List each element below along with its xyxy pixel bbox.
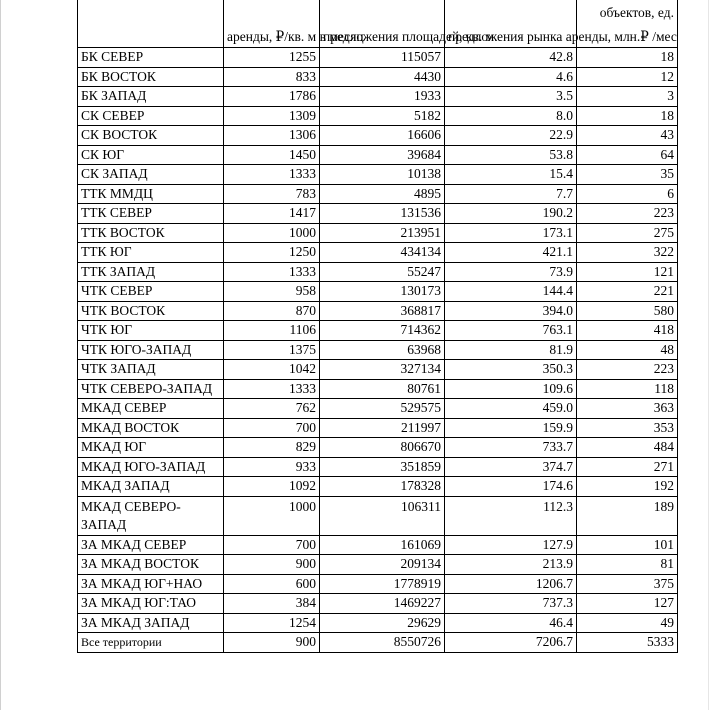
rent-rate-cell: 1042 xyxy=(224,360,320,380)
table-row xyxy=(78,340,678,360)
object-count-cell: 223 xyxy=(577,204,678,224)
territory-cell: ТТК ВОСТОК xyxy=(78,223,224,243)
territory-cell: ТТК ММДЦ xyxy=(78,184,224,204)
offered-area-cell: 529575 xyxy=(320,399,445,419)
object-count-cell: 121 xyxy=(577,262,678,282)
table-row xyxy=(78,418,678,438)
territory-cell: ЧТК СЕВЕРО-ЗАПАД xyxy=(78,379,224,399)
object-count-cell: 101 xyxy=(577,535,678,555)
market-volume-cell: 763.1 xyxy=(445,321,577,341)
market-volume-cell: 173.1 xyxy=(445,223,577,243)
territory-cell: ЧТК ЗАПАД xyxy=(78,360,224,380)
market-volume-cell: 15.4 xyxy=(445,165,577,185)
object-count-cell: 35 xyxy=(577,165,678,185)
object-count-cell: 12 xyxy=(577,67,678,87)
territory-cell: МКАД СЕВЕР xyxy=(78,399,224,419)
rental-market-table xyxy=(77,0,678,653)
offered-area-cell: 368817 xyxy=(320,301,445,321)
table-row xyxy=(78,243,678,263)
table-row xyxy=(78,438,678,458)
market-volume-cell: 46.4 xyxy=(445,613,577,633)
table-row xyxy=(78,399,678,419)
object-count-cell: 192 xyxy=(577,477,678,497)
offered-area-cell: 209134 xyxy=(320,555,445,575)
rent-rate-cell: 1333 xyxy=(224,262,320,282)
rent-rate-cell: 1309 xyxy=(224,106,320,126)
market-volume-cell: 421.1 xyxy=(445,243,577,263)
market-volume-cell: 459.0 xyxy=(445,399,577,419)
market-volume-cell: 53.8 xyxy=(445,145,577,165)
rent-rate-cell: 1092 xyxy=(224,477,320,497)
offered-area-cell: 434134 xyxy=(320,243,445,263)
object-count-cell: 43 xyxy=(577,126,678,146)
rent-rate-cell: 900 xyxy=(224,633,320,653)
offered-area-cell: 63968 xyxy=(320,340,445,360)
offered-area-cell: 327134 xyxy=(320,360,445,380)
territory-cell: ЧТК ЮГО-ЗАПАД xyxy=(78,340,224,360)
market-volume-cell: 144.4 xyxy=(445,282,577,302)
object-count-cell: 484 xyxy=(577,438,678,458)
object-count-cell: 127 xyxy=(577,594,678,614)
rent-rate-cell: 762 xyxy=(224,399,320,419)
object-count-cell: 363 xyxy=(577,399,678,419)
object-count-cell: 322 xyxy=(577,243,678,263)
rent-rate-cell: 600 xyxy=(224,574,320,594)
object-count-cell: 189 xyxy=(577,496,678,535)
market-volume-cell: 394.0 xyxy=(445,301,577,321)
market-volume-cell: 81.9 xyxy=(445,340,577,360)
territory-cell: Все территории xyxy=(78,633,224,653)
territory-cell: БК ВОСТОК xyxy=(78,67,224,87)
table-row xyxy=(78,613,678,633)
territory-cell: ЗА МКАД ЗАПАД xyxy=(78,613,224,633)
offered-area-cell: 213951 xyxy=(320,223,445,243)
object-count-cell: 275 xyxy=(577,223,678,243)
header-territory xyxy=(78,0,224,48)
header-object-count: объектов, ед. xyxy=(577,0,678,48)
offered-area-cell: 16606 xyxy=(320,126,445,146)
market-volume-cell: 1206.7 xyxy=(445,574,577,594)
offered-area-cell: 29629 xyxy=(320,613,445,633)
market-volume-cell: 112.3 xyxy=(445,496,577,535)
rent-rate-cell: 1417 xyxy=(224,204,320,224)
market-volume-cell: 4.6 xyxy=(445,67,577,87)
header-market-volume: предложения рынка аренды, млн.₽ /мес xyxy=(445,0,577,48)
market-volume-cell: 733.7 xyxy=(445,438,577,458)
rent-rate-cell: 833 xyxy=(224,67,320,87)
territory-cell: ЧТК ВОСТОК xyxy=(78,301,224,321)
object-count-cell: 5333 xyxy=(577,633,678,653)
object-count-cell: 49 xyxy=(577,613,678,633)
rent-rate-cell: 1375 xyxy=(224,340,320,360)
object-count-cell: 81 xyxy=(577,555,678,575)
object-count-cell: 118 xyxy=(577,379,678,399)
market-volume-cell: 127.9 xyxy=(445,535,577,555)
rent-rate-cell: 384 xyxy=(224,594,320,614)
territory-cell: ЧТК СЕВЕР xyxy=(78,282,224,302)
offered-area-cell: 211997 xyxy=(320,418,445,438)
rent-rate-cell: 1786 xyxy=(224,87,320,107)
territory-cell: БК СЕВЕР xyxy=(78,48,224,68)
territory-cell: ТТК СЕВЕР xyxy=(78,204,224,224)
object-count-cell: 18 xyxy=(577,48,678,68)
offered-area-cell: 714362 xyxy=(320,321,445,341)
offered-area-cell: 5182 xyxy=(320,106,445,126)
table-row xyxy=(78,282,678,302)
table-row xyxy=(78,496,678,535)
market-volume-cell: 3.5 xyxy=(445,87,577,107)
object-count-cell: 375 xyxy=(577,574,678,594)
rent-rate-cell: 1333 xyxy=(224,165,320,185)
territory-cell: ЗА МКАД ЮГ+НАО xyxy=(78,574,224,594)
rent-rate-cell: 1333 xyxy=(224,379,320,399)
table-row xyxy=(78,321,678,341)
table-row xyxy=(78,360,678,380)
object-count-cell: 48 xyxy=(577,340,678,360)
table-total-row xyxy=(78,633,678,653)
market-volume-cell: 8.0 xyxy=(445,106,577,126)
territory-cell: СК СЕВЕР xyxy=(78,106,224,126)
territory-cell: МКАД ЮГ xyxy=(78,438,224,458)
territory-cell: СК ЮГ xyxy=(78,145,224,165)
page-left-edge xyxy=(0,0,1,710)
market-volume-cell: 7.7 xyxy=(445,184,577,204)
table-row xyxy=(78,126,678,146)
market-volume-cell: 174.6 xyxy=(445,477,577,497)
rent-rate-cell: 870 xyxy=(224,301,320,321)
offered-area-cell: 4895 xyxy=(320,184,445,204)
rent-rate-cell: 958 xyxy=(224,282,320,302)
offered-area-cell: 806670 xyxy=(320,438,445,458)
rent-rate-cell: 700 xyxy=(224,535,320,555)
offered-area-cell: 115057 xyxy=(320,48,445,68)
market-volume-cell: 737.3 xyxy=(445,594,577,614)
table-row xyxy=(78,48,678,68)
table-body xyxy=(78,48,678,653)
table-row xyxy=(78,379,678,399)
rent-rate-cell: 1250 xyxy=(224,243,320,263)
object-count-cell: 418 xyxy=(577,321,678,341)
offered-area-cell: 351859 xyxy=(320,457,445,477)
market-volume-cell: 190.2 xyxy=(445,204,577,224)
table-row xyxy=(78,555,678,575)
territory-cell: ТТК ЗАПАД xyxy=(78,262,224,282)
object-count-cell: 3 xyxy=(577,87,678,107)
offered-area-cell: 1778919 xyxy=(320,574,445,594)
market-volume-cell: 350.3 xyxy=(445,360,577,380)
table-row xyxy=(78,145,678,165)
rent-rate-cell: 700 xyxy=(224,418,320,438)
territory-cell: МКАД ВОСТОК xyxy=(78,418,224,438)
offered-area-cell: 131536 xyxy=(320,204,445,224)
rent-rate-cell: 1254 xyxy=(224,613,320,633)
object-count-cell: 580 xyxy=(577,301,678,321)
object-count-cell: 271 xyxy=(577,457,678,477)
rent-rate-cell: 829 xyxy=(224,438,320,458)
rent-rate-cell: 783 xyxy=(224,184,320,204)
table-row xyxy=(78,67,678,87)
market-volume-cell: 42.8 xyxy=(445,48,577,68)
table-row xyxy=(78,457,678,477)
territory-cell: ЗА МКАД СЕВЕР xyxy=(78,535,224,555)
territory-cell: МКАД ЮГО-ЗАПАД xyxy=(78,457,224,477)
offered-area-cell: 1933 xyxy=(320,87,445,107)
rent-rate-cell: 1255 xyxy=(224,48,320,68)
offered-area-cell: 161069 xyxy=(320,535,445,555)
rent-rate-cell: 1000 xyxy=(224,223,320,243)
market-volume-cell: 109.6 xyxy=(445,379,577,399)
table-row xyxy=(78,165,678,185)
offered-area-cell: 106311 xyxy=(320,496,445,535)
table-row xyxy=(78,477,678,497)
table-row xyxy=(78,184,678,204)
territory-cell: МКАД ЗАПАД xyxy=(78,477,224,497)
rent-rate-cell: 1000 xyxy=(224,496,320,535)
rent-rate-cell: 933 xyxy=(224,457,320,477)
territory-cell: ТТК ЮГ xyxy=(78,243,224,263)
rent-rate-cell: 1450 xyxy=(224,145,320,165)
market-volume-cell: 159.9 xyxy=(445,418,577,438)
object-count-cell: 64 xyxy=(577,145,678,165)
object-count-cell: 223 xyxy=(577,360,678,380)
rent-rate-cell: 900 xyxy=(224,555,320,575)
object-count-cell: 6 xyxy=(577,184,678,204)
offered-area-cell: 4430 xyxy=(320,67,445,87)
market-volume-cell: 7206.7 xyxy=(445,633,577,653)
territory-cell: БК ЗАПАД xyxy=(78,87,224,107)
market-volume-cell: 22.9 xyxy=(445,126,577,146)
offered-area-cell: 8550726 xyxy=(320,633,445,653)
offered-area-cell: 1469227 xyxy=(320,594,445,614)
market-volume-cell: 374.7 xyxy=(445,457,577,477)
rent-rate-cell: 1106 xyxy=(224,321,320,341)
table-row xyxy=(78,262,678,282)
table-row xyxy=(78,574,678,594)
object-count-cell: 353 xyxy=(577,418,678,438)
offered-area-cell: 178328 xyxy=(320,477,445,497)
header-rent-rate: аренды, ₽/кв. м в месяц xyxy=(224,0,320,48)
territory-cell: ЗА МКАД ВОСТОК xyxy=(78,555,224,575)
table-row xyxy=(78,204,678,224)
market-volume-cell: 73.9 xyxy=(445,262,577,282)
header-offered-area: предложения площадей, кв. м. xyxy=(320,0,445,48)
object-count-cell: 18 xyxy=(577,106,678,126)
table-row xyxy=(78,87,678,107)
table-row xyxy=(78,223,678,243)
offered-area-cell: 39684 xyxy=(320,145,445,165)
offered-area-cell: 10138 xyxy=(320,165,445,185)
offered-area-cell: 130173 xyxy=(320,282,445,302)
table-header-row xyxy=(78,0,678,48)
territory-cell: ЧТК ЮГ xyxy=(78,321,224,341)
object-count-cell: 221 xyxy=(577,282,678,302)
territory-cell: ЗА МКАД ЮГ:ТАО xyxy=(78,594,224,614)
rent-rate-cell: 1306 xyxy=(224,126,320,146)
market-volume-cell: 213.9 xyxy=(445,555,577,575)
table-row xyxy=(78,594,678,614)
territory-cell: СК ЗАПАД xyxy=(78,165,224,185)
offered-area-cell: 55247 xyxy=(320,262,445,282)
offered-area-cell: 80761 xyxy=(320,379,445,399)
table-row xyxy=(78,535,678,555)
table-row xyxy=(78,301,678,321)
table-row xyxy=(78,106,678,126)
territory-cell: СК ВОСТОК xyxy=(78,126,224,146)
territory-cell: МКАД СЕВЕРО-ЗАПАД xyxy=(78,496,224,535)
